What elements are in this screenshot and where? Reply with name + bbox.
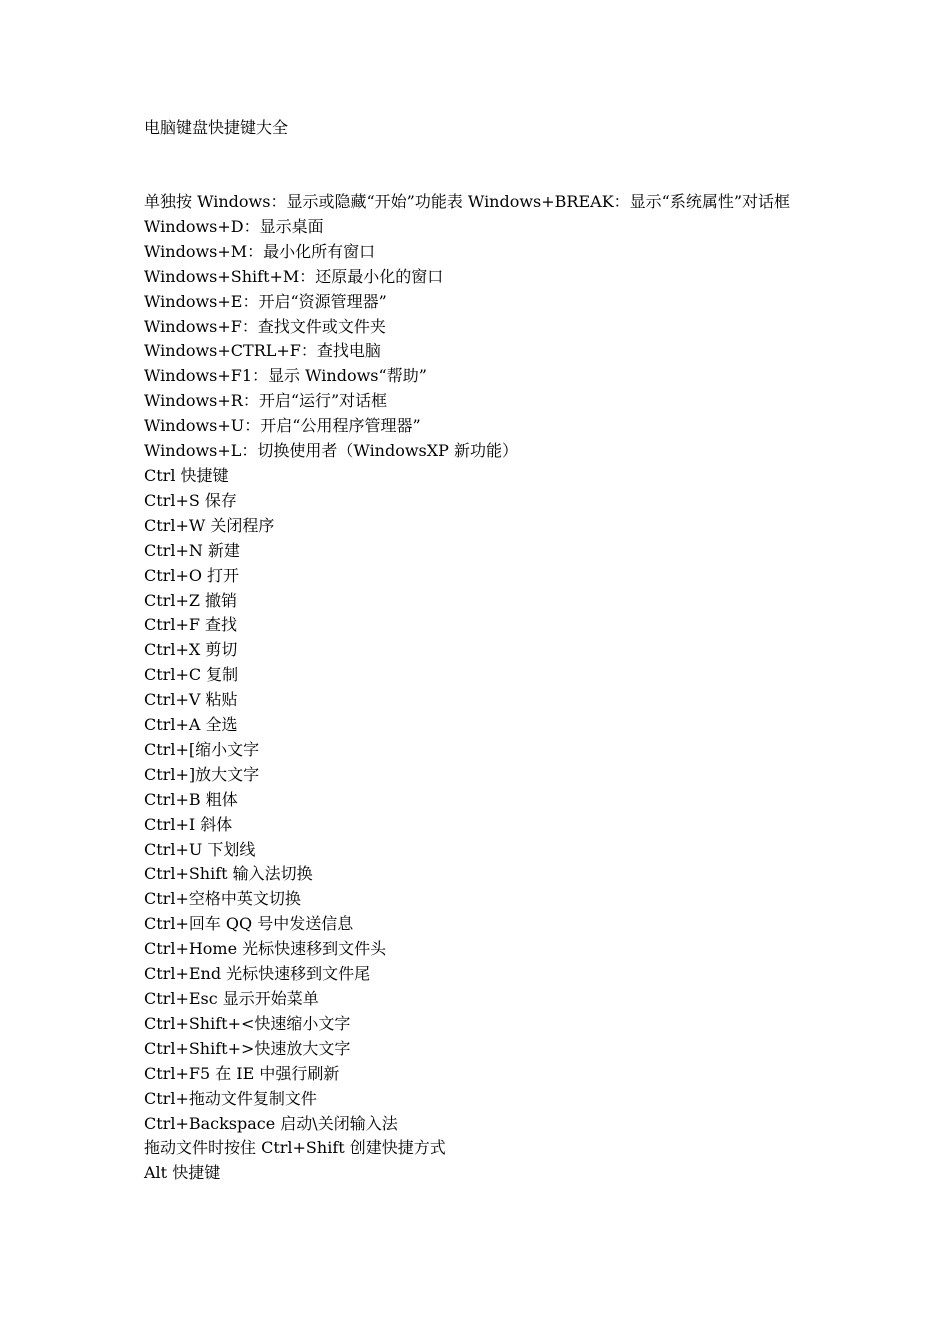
list-item: Ctrl+]放大文字 [144, 764, 260, 784]
list-item: Ctrl+C 复制 [144, 665, 239, 685]
list-item: Ctrl+空格中英文切换 [144, 889, 301, 909]
list-item: Ctrl+N 新建 [144, 540, 240, 560]
list-item: Ctrl+回车 QQ 号中发送信息 [144, 914, 354, 934]
list-item: Ctrl+Home 光标快速移到文件头 [144, 939, 387, 959]
list-item: Ctrl+U 下划线 [144, 839, 256, 859]
list-item: Windows+M：最小化所有窗口 [144, 241, 376, 261]
list-item: Windows+D：显示桌面 [144, 216, 324, 236]
list-item: Windows+E：开启“资源管理器” [144, 291, 387, 311]
list-item: Windows+R：开启“运行”对话框 [144, 391, 388, 411]
list-item: Windows+F：查找文件或文件夹 [144, 316, 386, 336]
list-item: Ctrl+Shift 输入法切换 [144, 864, 313, 884]
list-item: 拖动文件时按住 Ctrl+Shift 创建快捷方式 [144, 1138, 446, 1158]
list-item: Ctrl+O 打开 [144, 565, 240, 585]
list-item: Ctrl+[缩小文字 [144, 739, 260, 759]
list-item: Ctrl+X 剪切 [144, 640, 238, 660]
list-item: Ctrl+拖动文件复制文件 [144, 1088, 317, 1108]
list-item: Ctrl+Esc 显示开始菜单 [144, 989, 319, 1008]
list-item: Ctrl+End 光标快速移到文件尾 [144, 964, 371, 984]
list-item: 单独按 Windows：显示或隐藏“开始”功能表 Windows+BREAK：显示“系统属性”对话框 [144, 192, 791, 211]
list-item: Ctrl+I 斜体 [144, 814, 233, 834]
list-item: Ctrl+Shift+<快速缩小文字 [144, 1013, 351, 1033]
list-item: Ctrl+W 关闭程序 [144, 515, 275, 535]
section-heading-ctrl: Ctrl 快捷键 [144, 465, 229, 485]
list-item: Ctrl+Backspace 启动\关闭输入法 [144, 1113, 398, 1133]
list-item: Ctrl+B 粗体 [144, 789, 238, 809]
list-item: Ctrl+F 查找 [144, 615, 238, 635]
list-item: Ctrl+F5 在 IE 中强行刷新 [144, 1063, 340, 1083]
list-item: Ctrl+S 保存 [144, 490, 237, 510]
list-item: Ctrl+Z 撤销 [144, 590, 238, 610]
shortcut-list [144, 190, 816, 1186]
list-item: Windows+CTRL+F：查找电脑 [144, 341, 381, 361]
list-item: Windows+U：开启“公用程序管理器” [144, 416, 421, 436]
list-item: Ctrl+Shift+>快速放大文字 [144, 1038, 351, 1058]
list-item: Ctrl+V 粘贴 [144, 690, 238, 710]
list-item: Windows+Shift+M：还原最小化的窗口 [144, 266, 444, 286]
list-item: Windows+L：切换使用者（WindowsXP 新功能） [144, 441, 519, 461]
list-item: Ctrl+A 全选 [144, 715, 238, 735]
list-item: Windows+F1：显示 Windows“帮助” [144, 366, 427, 386]
section-heading-alt: Alt 快捷键 [144, 1163, 221, 1183]
document-title: 电脑键盘快捷键大全 [144, 118, 289, 137]
